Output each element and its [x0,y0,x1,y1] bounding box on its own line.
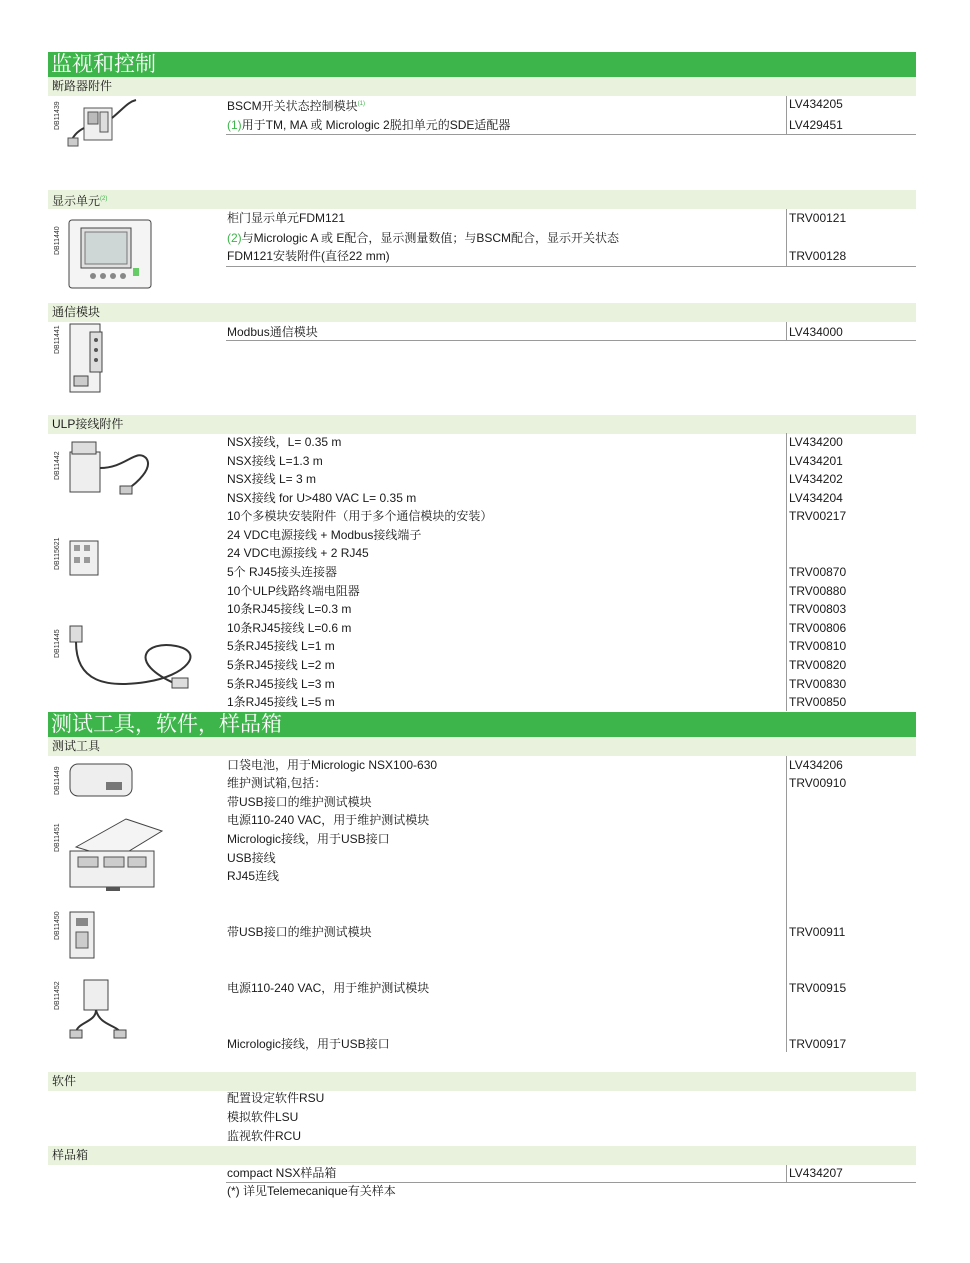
item-desc: Modbus通信模块 [227,325,318,339]
item-ref: LV434000 [789,325,843,339]
item-desc: 24 VDC电源接线 + Modbus接线端子 [227,528,422,542]
divider [786,756,787,1052]
item-ref: TRV00910 [789,776,847,790]
item-ref: TRV00915 [789,981,847,995]
section-title-monitor: 监视和控制 [48,52,916,77]
item-ref: LV434202 [789,472,843,486]
divider [786,322,787,340]
item-desc: 5条RJ45接线 L=3 m [227,677,335,691]
item-ref: TRV00128 [789,249,847,263]
figure-id: DB115621 [54,537,61,570]
item-desc: 配置设定软件RSU [227,1091,325,1105]
item-desc: 10条RJ45接线 L=0.3 m [227,602,352,616]
figure-id: DB11440 [54,226,61,255]
item-desc: USB接线 [227,851,276,865]
figure-id: DB11452 [54,981,61,1010]
item-desc: (2)与Micrologic A 或 E配合，显示测量数值；与BSCM配合，显示开关状态 [227,231,620,245]
item-desc: FDM121安装附件(直径22 mm) [227,249,390,263]
rj45-cable-image [66,622,206,698]
item-desc: 维护测试箱,包括： [227,776,327,790]
item-desc: 电源110-240 VAC，用于维护测试模块 [227,981,430,995]
power-supply-image [66,976,130,1042]
item-ref: TRV00820 [789,658,847,672]
modbus-module-image [66,322,108,396]
item-desc: NSX接线 L= 3 m [227,472,317,486]
item-ref: TRV00830 [789,677,847,691]
item-ref: TRV00870 [789,565,847,579]
item-ref: LV429451 [789,118,843,132]
pocket-battery-image [66,758,138,802]
item-desc: 带USB接口的维护测试模块 [227,795,372,809]
divider [786,96,787,134]
item-desc: 10个多模块安装附件（用于多个通信模块的安装） [227,509,493,523]
item-desc: compact NSX样品箱 [227,1166,337,1180]
item-ref: TRV00911 [789,925,846,939]
item-ref: TRV00217 [789,509,847,523]
item-desc: 24 VDC电源接线 + 2 RJ45 [227,546,369,560]
item-ref: TRV00810 [789,639,847,653]
figure-id: DB11449 [54,766,61,795]
figure-id: DB11441 [54,325,61,354]
item-desc: 监视软件RCU [227,1129,301,1143]
terminal-block-image [66,537,106,579]
divider [786,433,787,711]
item-desc: 10个ULP线路终端电阻器 [227,584,360,598]
item-desc: Micrologic接线，用于USB接口 [227,832,390,846]
subheader-sample-box: 样品箱 [48,1146,916,1165]
item-desc: Micrologic接线，用于USB接口 [227,1037,390,1051]
usb-test-module-image [66,910,102,962]
item-ref: LV434205 [789,97,843,111]
divider [226,134,916,135]
item-desc: 口袋电池，用于Micrologic NSX100-630 [227,758,438,772]
bscm-module-image [66,98,141,148]
item-desc: 模拟软件LSU [227,1110,299,1124]
figure-id: DB11451 [54,823,61,852]
item-ref: LV434204 [789,491,843,505]
item-desc: 1条RJ45接线 L=5 m [227,695,335,709]
divider [786,209,787,266]
maintenance-case-image [66,817,166,893]
section-title-test-tools: 测试工具，软件，样品箱 [48,712,916,737]
subheader-display-unit: 显示单元$^{(2)}$ [48,190,916,209]
footnote: (*) 详见Telemecanique有关样本 [227,1184,396,1198]
nsx-cable-image [66,438,156,500]
item-ref: TRV00880 [789,584,847,598]
item-desc: 柜门显示单元FDM121 [227,211,346,225]
subheader-ulp-accessories: ULP接线附件 [48,415,916,434]
figure-id: DB11450 [54,911,61,940]
fdm121-display-image [67,218,153,290]
figure-id: DB11439 [54,101,61,130]
subheader-test-tools: 测试工具 [48,737,916,756]
subheader-communication-module: 通信模块 [48,303,916,322]
item-desc: 带USB接口的维护测试模块 [227,925,372,939]
item-desc: NSX接线 L=1.3 m [227,454,323,468]
item-desc: 电源110-240 VAC，用于维护测试模块 [227,813,430,827]
item-desc: BSCM开关状态控制模块$^{(1)}$ [227,99,366,113]
item-desc: 5个 RJ45接头连接器 [227,565,338,579]
item-ref: TRV00803 [789,602,847,616]
item-desc: 5条RJ45接线 L=2 m [227,658,335,672]
divider [226,1182,916,1183]
divider [226,340,916,341]
subheader-software: 软件 [48,1072,916,1091]
item-desc: 5条RJ45接线 L=1 m [227,639,335,653]
item-desc: RJ45连线 [227,869,280,883]
item-ref: TRV00806 [789,621,847,635]
figure-id: DB11445 [54,629,61,658]
item-ref: LV434206 [789,758,843,772]
item-desc: NSX接线 for U>480 VAC L= 0.35 m [227,491,417,505]
item-ref: TRV00917 [789,1037,847,1051]
item-desc: NSX接线，L= 0.35 m [227,435,342,449]
divider [226,266,916,267]
divider [786,1165,787,1183]
item-ref: LV434207 [789,1166,843,1180]
item-ref: LV434201 [789,454,843,468]
item-ref: TRV00850 [789,695,847,709]
item-ref: TRV00121 [789,211,847,225]
item-desc: 10条RJ45接线 L=0.6 m [227,621,352,635]
item-desc: (1)用于TM, MA 或 Micrologic 2脱扣单元的SDE适配器 [227,118,511,132]
subheader-breaker-accessories: 断路器附件 [48,77,916,96]
figure-id: DB11442 [54,451,61,480]
item-ref: LV434200 [789,435,843,449]
